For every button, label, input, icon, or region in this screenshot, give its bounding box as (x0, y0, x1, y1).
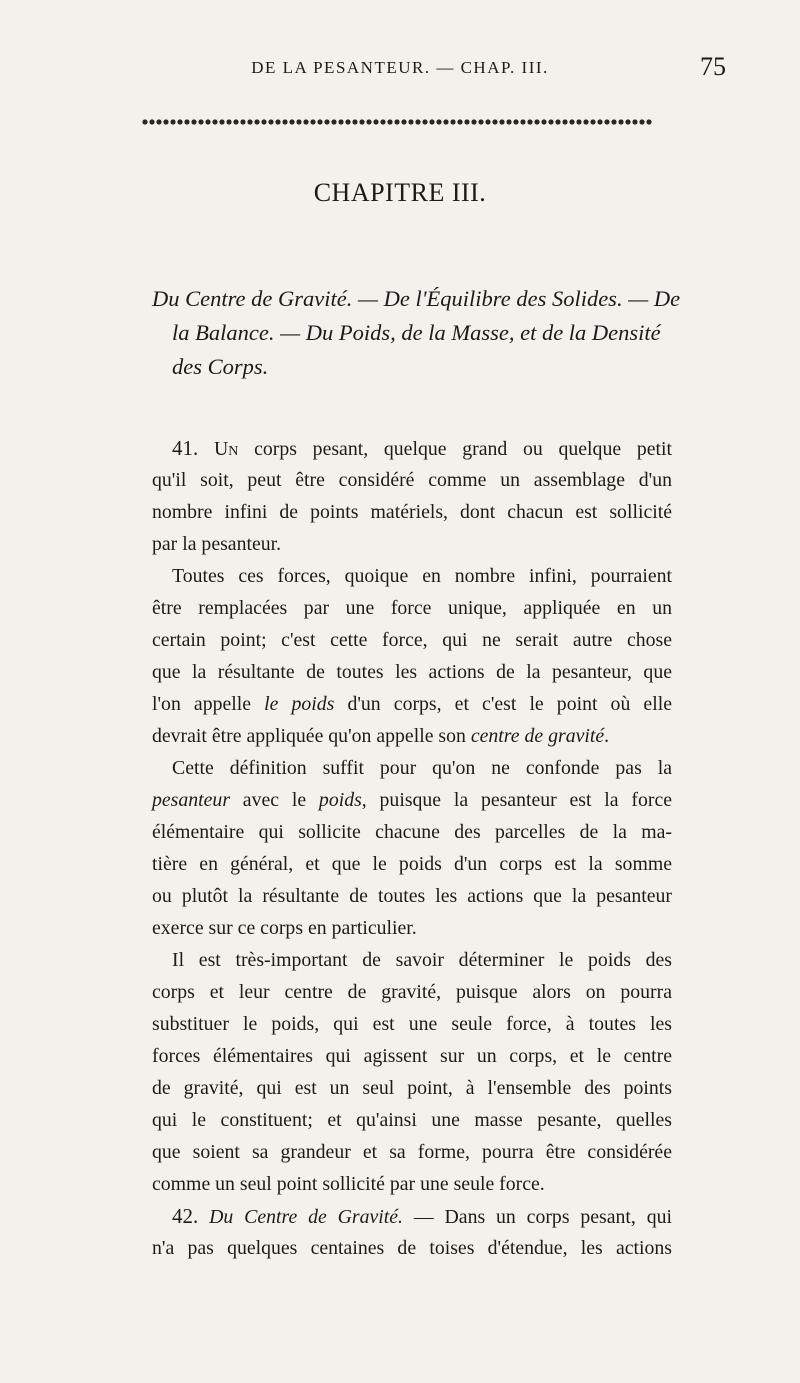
text-line: exerce sur ce corps en particulier. (152, 917, 417, 939)
text-line: Il est très-important de savoir déterminer le poids des (172, 949, 672, 971)
text-line: que la résultante de toutes les actions de la pesanteur, que (152, 661, 672, 683)
running-head: DE LA PESANTEUR. — CHAP. III. (251, 58, 549, 77)
text-segment: avec le (230, 789, 319, 811)
text-line: Toutes ces forces, quoique en nombre infini, pourraient (172, 565, 672, 587)
text-line (152, 688, 672, 720)
text-line (152, 720, 672, 752)
section-heading: Du Centre de Gravité. (209, 1206, 404, 1228)
chapter-subtitle (152, 282, 681, 384)
subtitle-line: des Corps. (172, 354, 269, 379)
text-line: qui le constituent; et qu'ainsi une masse pesante, quelles (152, 1109, 672, 1131)
text-line: qu'il soit, peut être considéré comme un assemblage d'un (152, 469, 672, 491)
subtitle-line: la Balance. — Du Poids, de la Masse, et de la Densité (172, 320, 661, 345)
text-segment: Dans un corps pesant, qui (444, 1206, 672, 1228)
text-segment: l'on appelle (152, 693, 265, 715)
text-line (152, 784, 672, 816)
body-text (152, 432, 672, 1264)
text-segment: — (403, 1206, 445, 1228)
emphasis-term: poids (318, 789, 362, 811)
text-segment: . (604, 725, 610, 747)
text-line: ou plutôt la résultante de toutes les actions que la pesanteur (152, 885, 672, 907)
text-line: forces élémentaires qui agissent sur un corps, et le centre (152, 1045, 672, 1067)
text-line: comme un seul point sollicité par une seule force. (152, 1173, 545, 1195)
paragraph-number: 42. (172, 1204, 199, 1228)
text-segment: devrait être appliquée qu'on appelle son (152, 725, 471, 747)
text-line: nombre infini de points matériels, dont chacun est sollicité (152, 501, 672, 523)
text-segment: d'un corps, et c'est le point où elle (334, 693, 672, 715)
text-line: n'a pas quelques centaines de toises d'étendue, les actions (152, 1237, 672, 1259)
text-segment: , puisque la pesanteur est la force (361, 789, 672, 811)
text-line: être remplacées par une force unique, appliquée en un (152, 597, 672, 619)
text-line: substituer le poids, qui est une seule force, à toutes les (152, 1013, 672, 1035)
emphasis-term: centre de gravité (470, 725, 605, 747)
page-number: 75 (700, 52, 726, 81)
text-line: corps et leur centre de gravité, puisque alors on pourra (152, 981, 672, 1003)
paragraph-first-word: Un (213, 438, 239, 460)
decorative-rule (142, 118, 652, 126)
text-segment: corps pesant, quelque grand ou quelque petit (238, 438, 672, 460)
emphasis-term: pesanteur (152, 789, 231, 811)
text-line: de gravité, qui est un seul point, à l'ensemble des points (152, 1077, 672, 1099)
text-line: certain point; c'est cette force, qui ne serait autre chose (152, 629, 672, 651)
text-line: par la pesanteur. (152, 533, 282, 555)
paragraph-number: 41. (172, 436, 199, 460)
emphasis-term: le poids (264, 693, 335, 715)
chapter-title: CHAPITRE III. (313, 178, 487, 207)
text-line (152, 1200, 672, 1232)
text-line (152, 432, 672, 464)
text-line: élémentaire qui sollicite chacune des parcelles de la ma- (152, 821, 672, 843)
subtitle-line: Du Centre de Gravité. — De l'Équilibre des Solides. — De (152, 286, 681, 311)
text-line: que soient sa grandeur et sa forme, pourra être considérée (152, 1141, 672, 1163)
text-line: tière en général, et que le poids d'un corps est la somme (152, 853, 672, 875)
text-line: Cette définition suffit pour qu'on ne confonde pas la (172, 757, 672, 779)
